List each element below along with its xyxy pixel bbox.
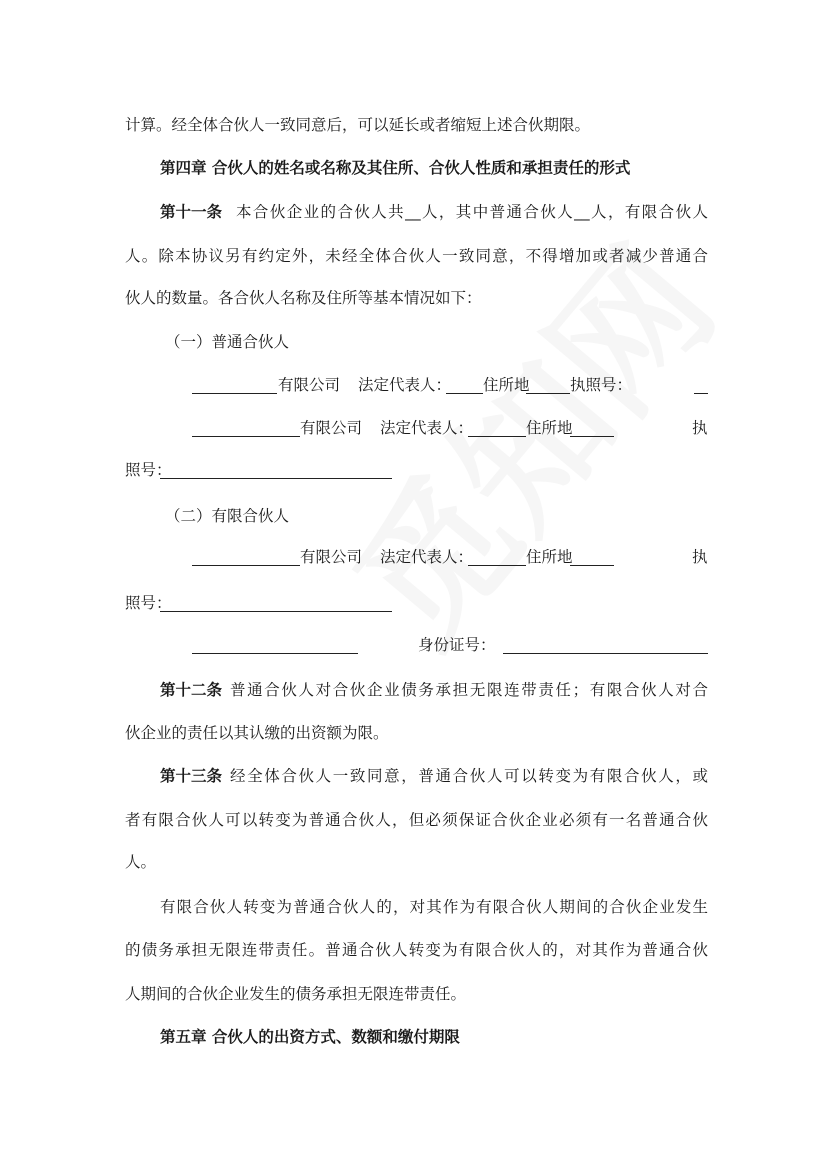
license-blank[interactable] <box>160 458 392 479</box>
text-line: 人。除本协议另有约定外，未经全体合伙人一致同意，不得增加或者减少普通合 <box>125 247 708 265</box>
company-name-blank[interactable] <box>192 373 277 394</box>
text-line: 的债务承担无限连带责任。普通合伙人转变为有限合伙人的，对其作为普通合伙 <box>125 941 708 959</box>
general-partner-row <box>0 373 830 397</box>
company-label: 有限公司 <box>300 419 363 437</box>
license-row <box>0 458 830 482</box>
license-label: 照号： <box>125 594 172 612</box>
company-label: 有限公司 <box>278 376 341 394</box>
address-label: 住所地 <box>526 419 573 437</box>
company-label: 有限公司 <box>300 548 363 566</box>
legal-rep-label: 法定代表人： <box>358 376 452 394</box>
address-label: 住所地 <box>526 548 573 566</box>
article-label: 第十一条 <box>160 203 223 221</box>
limited-partner-row <box>0 545 830 569</box>
text-line: 经全体合伙人一致同意，普通合伙人可以转变为有限合伙人，或 <box>230 767 708 785</box>
text-line: 伙企业的责任以其认缴的出资额为限。 <box>125 724 389 742</box>
address-label: 住所地 <box>483 376 530 394</box>
text-line: 人期间的合伙企业发生的债务承担无限连带责任。 <box>125 985 467 1003</box>
text-line: 本合伙企业的合伙人共__人，其中普通合伙人__人，有限合伙人 <box>236 203 708 221</box>
license-blank[interactable] <box>160 591 392 612</box>
chapter-4-heading: 第四章 合伙人的姓名或名称及其住所、合伙人性质和承担责任的形式 <box>160 159 631 177</box>
legal-rep-label: 法定代表人： <box>380 548 474 566</box>
article-12 <box>160 678 708 702</box>
legal-rep-blank[interactable] <box>446 373 483 394</box>
article-13 <box>160 764 708 788</box>
text-line: 人。 <box>125 853 157 871</box>
limited-partner-heading: （二）有限合伙人 <box>165 507 290 525</box>
name-blank[interactable] <box>192 633 358 654</box>
license-blank[interactable] <box>694 373 708 394</box>
license-label: 照号： <box>125 461 172 479</box>
legal-rep-blank[interactable] <box>468 416 526 437</box>
general-partner-heading: （一）普通合伙人 <box>165 333 290 351</box>
text-line: 者有限合伙人可以转变为普通合伙人，但必须保证合伙企业必须有一名普通合伙 <box>125 811 708 829</box>
text-line: 伙人的数量。各合伙人名称及住所等基本情况如下： <box>125 289 482 307</box>
text-line: 普通合伙人对合伙企业债务承担无限连带责任；有限合伙人对合 <box>230 681 708 699</box>
legal-rep-blank[interactable] <box>468 545 526 566</box>
company-name-blank[interactable] <box>192 545 300 566</box>
company-name-blank[interactable] <box>192 416 300 437</box>
legal-rep-label: 法定代表人： <box>380 419 474 437</box>
article-label: 第十三条 <box>160 767 223 785</box>
id-number-label: 身份证号： <box>418 636 496 654</box>
address-blank[interactable] <box>570 545 614 566</box>
id-number-blank[interactable] <box>503 633 708 654</box>
article-label: 第十二条 <box>160 681 223 699</box>
text-line: 计算。经全体合伙人一致同意后，可以延长或者缩短上述合伙期限。 <box>125 116 591 134</box>
text-line: 有限合伙人转变为普通合伙人的，对其作为有限合伙人期间的合伙企业发生 <box>160 898 708 916</box>
address-blank[interactable] <box>526 373 570 394</box>
general-partner-row <box>0 416 830 440</box>
license-label: 执 <box>692 419 708 437</box>
license-label: 执 <box>692 548 708 566</box>
address-blank[interactable] <box>570 416 614 437</box>
article-11 <box>160 200 708 224</box>
id-row <box>0 633 830 657</box>
license-label: 执照号： <box>570 376 633 394</box>
license-row <box>0 591 830 615</box>
chapter-5-heading: 第五章 合伙人的出资方式、数额和缴付期限 <box>160 1028 460 1046</box>
